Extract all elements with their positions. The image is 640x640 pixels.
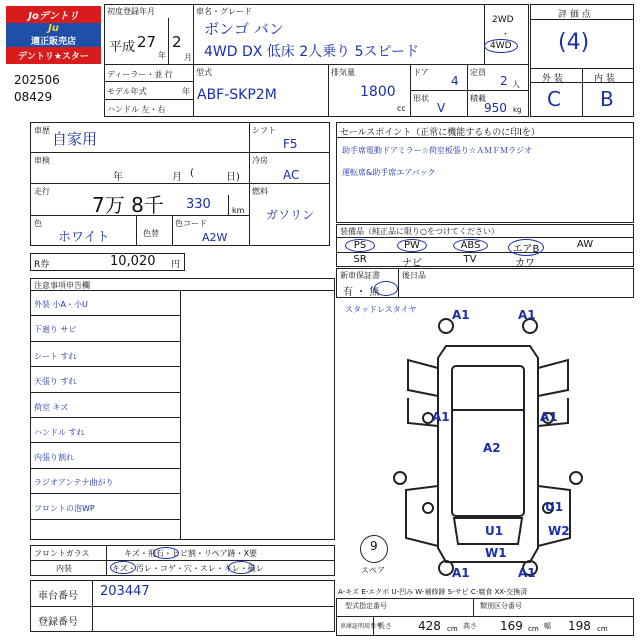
left-mirror: [394, 472, 406, 484]
inspection-year-unit: 年: [113, 172, 123, 183]
note-item: シート すれ: [34, 352, 77, 361]
length-unit: cm: [447, 625, 458, 633]
divider: [473, 598, 474, 616]
chassis-label: 車台番号: [38, 591, 78, 602]
damage-mark: U1: [545, 500, 564, 514]
aircon-value: AC: [283, 168, 300, 182]
first-reg-month: 2: [172, 33, 182, 51]
lot-number-2: 08429: [14, 90, 53, 104]
divider: [172, 215, 173, 246]
model-year-unit: 年: [182, 87, 190, 96]
grade-value: (4): [558, 30, 590, 55]
right-mirror: [570, 472, 582, 484]
spare-value: 9: [370, 539, 378, 553]
dealer-label: ディーラー・並 行: [107, 70, 173, 79]
notes-rule: [30, 315, 180, 316]
interior-cond-label: 内装: [56, 564, 72, 573]
tire-note: スタッドレスタイヤ: [345, 305, 417, 314]
height-unit: cm: [528, 625, 539, 633]
damage-mark: A1: [452, 308, 470, 322]
damage-mark: W1: [485, 546, 507, 560]
notes-rule: [30, 366, 180, 367]
notes-rule: [30, 493, 180, 494]
fuel-label: 燃料: [252, 187, 268, 196]
cert-label: 車庫証明用参考: [340, 623, 383, 630]
reg-no-label: 登録番号: [38, 617, 78, 628]
length-value: 428: [418, 619, 441, 633]
divider: [30, 560, 335, 561]
sales-points-label: セールスポイント（正常に機能するものに印Iを）: [340, 128, 540, 138]
car-name: ボンゴ バン: [204, 20, 284, 38]
damage-mark: U1: [485, 524, 504, 538]
divider: [249, 152, 330, 153]
interior-value: B: [600, 87, 614, 111]
damage-mark: A1: [452, 566, 470, 580]
width-value: 198: [568, 619, 591, 633]
car-name-label: 車名・グレード: [196, 7, 252, 16]
equip-ps: PS: [345, 239, 375, 252]
shape-value: V: [437, 101, 446, 115]
divider: [193, 4, 194, 117]
fuel-value: ガソリン: [266, 208, 315, 222]
model-year-label: モデル年式: [107, 87, 147, 96]
note-item: 内張り割れ: [34, 453, 74, 462]
usage-value: 自家用: [52, 130, 98, 148]
note-item: フロントの泡WP: [34, 504, 95, 513]
recycle-value: 10,020: [110, 254, 156, 269]
length-label: 長さ: [378, 622, 392, 630]
equip-aw: AW: [576, 239, 594, 250]
equip-sr: SR: [353, 254, 367, 265]
equipment-label: 装備品（純正品に限り○をつけてください）: [340, 227, 499, 236]
divider: [249, 183, 330, 184]
brand-logo-brand: Joデントリ: [28, 11, 79, 22]
shift-label: シフト: [252, 126, 276, 135]
equip-abs: ABS: [453, 239, 488, 252]
capacity-unit: 人: [512, 80, 520, 89]
damage-mark: W2: [548, 524, 570, 538]
front-glass-circle: [153, 547, 179, 559]
first-reg-label: 初度登録年月: [107, 7, 155, 16]
spare-label: スペア: [361, 566, 385, 575]
width-label: 幅: [544, 622, 551, 630]
load-unit: kg: [513, 106, 522, 114]
notes-label: 注意事項申告欄: [34, 281, 90, 290]
inspection-month-unit: 月: [172, 172, 182, 183]
exterior-value: C: [547, 87, 561, 111]
first-reg-era: 平成: [109, 40, 136, 55]
recycle-box: [30, 253, 185, 271]
displacement-value: 1800: [360, 84, 396, 100]
notes-rule: [30, 442, 180, 443]
divider: [168, 18, 169, 64]
load-value: 950: [484, 101, 507, 115]
divider: [228, 195, 229, 215]
doors-label: ドア: [413, 68, 429, 77]
first-reg-year: 27: [137, 33, 157, 51]
front-glass-label: フロントガラス: [34, 549, 90, 558]
chassis-value: 203447: [100, 584, 150, 599]
equip-tv: TV: [463, 254, 477, 265]
divider: [104, 99, 193, 100]
load-label: 積載: [470, 94, 486, 103]
height-value: 169: [500, 619, 523, 633]
warranty-circle: [374, 281, 398, 296]
notes-rule: [30, 392, 180, 393]
recycle-unit: 円: [171, 260, 181, 270]
equip-navi: ナビ: [402, 258, 422, 269]
mileage-unit: km: [232, 206, 245, 215]
damage-mark: A2: [483, 441, 501, 455]
first-reg-month-unit: 月: [184, 53, 192, 62]
height-label: 高さ: [463, 622, 477, 630]
brand-logo-star: デントリ★スター: [18, 52, 89, 62]
model-label: 型式: [196, 68, 212, 77]
displacement-unit: cc: [397, 104, 406, 113]
divider: [92, 580, 93, 632]
damage-mark: A1: [518, 566, 536, 580]
interior-cond-text: キズ・汚レ・コゲ・穴・スレ・キレ・破レ: [112, 564, 264, 573]
displacement-label: 排気量: [331, 68, 355, 77]
doors-value: 4: [451, 74, 459, 88]
brand-logo: [6, 6, 101, 64]
type-label: 型式指定番号: [345, 602, 387, 610]
damage-mark: A1: [518, 308, 536, 322]
sales-point-item: 運転席&助手席エアバック: [342, 168, 436, 177]
interior-rub-circle: [228, 561, 254, 574]
damage-legend: A-キズ E-エクボ U-凹み W-補修跡 S-サビ C-腐食 XX-交換済: [338, 588, 528, 596]
divider: [30, 606, 335, 607]
notes-rule: [30, 417, 180, 418]
damage-mark: A1: [432, 410, 450, 424]
divider: [180, 290, 181, 540]
divider: [336, 252, 634, 253]
inspection-paren: (: [190, 168, 194, 179]
rear-right-panel: [538, 360, 568, 396]
divider: [136, 215, 137, 246]
first-reg-year-unit: 年: [158, 51, 166, 60]
rear-left-panel: [408, 360, 438, 396]
divider: [30, 183, 249, 184]
mileage-extra: 330: [186, 197, 211, 212]
divider: [398, 268, 399, 298]
warranty-label: 新車保証書: [340, 271, 380, 280]
class-label: 類別区分番号: [480, 602, 522, 610]
color-label: 色: [34, 219, 42, 228]
note-item: ラジオアンテナ曲がり: [34, 478, 114, 487]
color-code: A2W: [202, 231, 228, 244]
drive-2wd: 2WD: [492, 15, 514, 25]
after-label: 後日品: [402, 271, 426, 280]
notes-rule: [30, 519, 180, 520]
lot-number-1: 202506: [14, 73, 60, 87]
equip-pw: PW: [397, 239, 427, 252]
car-grade: 4WD DX 低床 2人乗り 5スピード: [204, 44, 419, 60]
drive-dot: ・: [501, 30, 511, 40]
drive-4wd: 4WD: [484, 39, 518, 53]
capacity-label: 定員: [470, 68, 486, 77]
note-item: 荷室 キズ: [34, 403, 69, 412]
model-value: ABF-SKP2M: [197, 87, 277, 103]
equip-airbag: エアB: [508, 239, 544, 256]
wheel-fl: [439, 561, 453, 575]
divider: [582, 68, 583, 117]
front-left-panel: [406, 486, 438, 546]
divider: [30, 152, 249, 153]
divider: [336, 237, 634, 238]
brand-logo-ju-line: 適正販売店: [30, 37, 76, 47]
notes-box: [30, 278, 335, 540]
color-value: ホワイト: [58, 230, 110, 245]
damage-mark: A1: [540, 410, 558, 424]
color-change-label: 色替: [143, 229, 159, 238]
notes-rule: [30, 341, 180, 342]
note-item: 天張り すれ: [34, 377, 77, 386]
usage-label: 車歴: [34, 126, 50, 135]
brand-logo-ju: Ju: [48, 23, 59, 34]
divider: [328, 64, 329, 117]
color-code-label: 色コード: [175, 219, 207, 228]
mileage-value: 7万 8千: [92, 193, 164, 217]
shift-value: F5: [283, 137, 298, 151]
interior-scratch-circle: [110, 561, 136, 574]
warranty-options: 有 ・ 無: [343, 287, 380, 298]
divider: [249, 122, 250, 246]
sales-point-item: 助手席電動ドアミラー☆荷室板張り☆ＡＭＦＭラジオ: [342, 146, 533, 155]
note-item: 外装 小A・小U: [34, 300, 88, 309]
note-item: 下廻り サビ: [34, 325, 77, 334]
divider: [106, 545, 107, 576]
divider: [104, 64, 529, 65]
handle-label: ハンドル 左・右: [107, 105, 166, 114]
mileage-label: 走行: [34, 187, 50, 196]
wheel-l-front: [423, 503, 433, 513]
inspection-day-unit: 日): [226, 172, 240, 183]
notes-rule: [30, 468, 180, 469]
divider: [484, 4, 485, 64]
capacity-value: 2: [500, 74, 508, 88]
width-unit: cm: [597, 625, 608, 633]
aircon-label: 冷房: [252, 156, 268, 165]
interior-label: 内 装: [594, 74, 615, 84]
divider: [336, 616, 634, 617]
shape-label: 形状: [413, 94, 429, 103]
note-item: ハンドル すれ: [34, 428, 85, 437]
equip-leather: カワ: [515, 258, 535, 269]
front-glass-text: キズ・飛石・ヒビ割・リペア跡・X要: [124, 549, 258, 558]
inspection-label: 車検: [34, 156, 50, 165]
grade-label: 評 価 点: [558, 10, 591, 20]
divider: [410, 90, 529, 91]
exterior-label: 外 装: [542, 74, 563, 84]
wheel-rl: [439, 319, 453, 333]
divider: [104, 81, 193, 82]
recycle-label: R券: [34, 260, 50, 270]
